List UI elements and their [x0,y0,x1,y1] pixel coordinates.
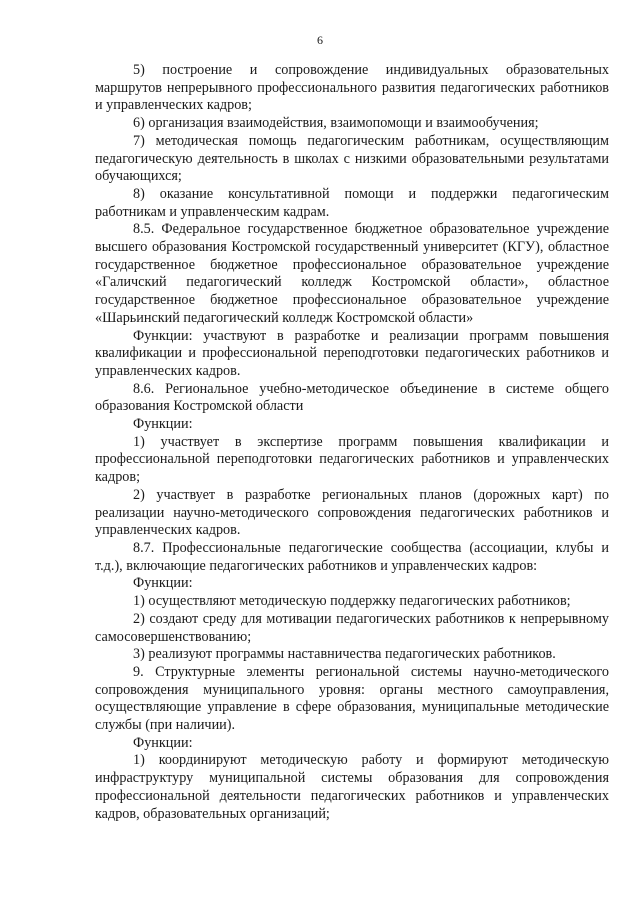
section-paragraph: 9. Структурные элементы региональной системы научно-методического сопровождения муниципального уровня: органы местного самоуправления, осуществляющие управление в сфере образования, муниципальные методические службы (при наличии). [95,663,609,734]
functions-paragraph: Функции: участвуют в разработке и реализации программ повышения квалификации и профессиональной переподготовки педагогических работников и управленческих кадров. [95,327,609,379]
functions-heading: Функции: [133,575,193,592]
section-paragraph: 8.5. Федеральное государственное бюджетное образовательное учреждение высшего образования Костромской государственный университет (КГУ), областное государственное бюджетное профессиональное образовательное учреждение «Галичский педагогический колледж Костромской области», областное государственное бюджетное профессиональное образовательное учреждение «Шарьинский педагогический колледж Костромской области» [95,221,609,326]
list-item: 7) методическая помощь педагогическим работникам, осуществляющим педагогическую деятельность в школах с низкими образовательными результатами обучающихся; [95,132,609,185]
list-item: 6) организация взаимодействия, взаимопомощи и взаимообучения; [133,115,539,132]
list-item: 2) участвует в разработке региональных планов (дорожных карт) по реализации научно-методического сопровождения педагогических работников и управленческих кадров. [95,486,609,539]
page-number: 6 [317,33,323,47]
list-item: 1) участвует в экспертизе программ повышения квалификации и профессиональной переподготовки педагогических работников и управленческих кадров; [95,433,609,486]
functions-heading: Функции: [133,416,193,433]
list-item: 1) координируют методическую работу и формируют методическую инфраструктуру муниципальной системы образования для сопровождения профессиональной деятельности педагогических работников и управленческих кадров, образовательных организаций; [95,752,609,822]
document-body [95,62,609,823]
list-item: 2) создают среду для мотивации педагогических работников к непрерывному самосовершенствованию; [95,610,609,645]
list-item: 1) осуществляют методическую поддержку педагогических работников; [133,593,571,610]
list-item: 8) оказание консультативной помощи и поддержки педагогическим работникам и управленческим кадрам. [95,185,609,220]
section-paragraph: 8.7. Профессиональные педагогические сообщества (ассоциации, клубы и т.д.), включающие педагогических работников и управленческих кадров: [95,539,609,574]
list-item: 3) реализуют программы наставничества педагогических работников. [133,646,556,663]
section-paragraph: 8.6. Региональное учебно-методическое объединение в системе общего образования Костромской области [95,380,609,415]
functions-heading: Функции: [133,734,193,751]
list-item: 5) построение и сопровождение индивидуальных образовательных маршрутов непрерывного профессионального развития педагогических работников и управленческих кадров; [95,62,609,114]
